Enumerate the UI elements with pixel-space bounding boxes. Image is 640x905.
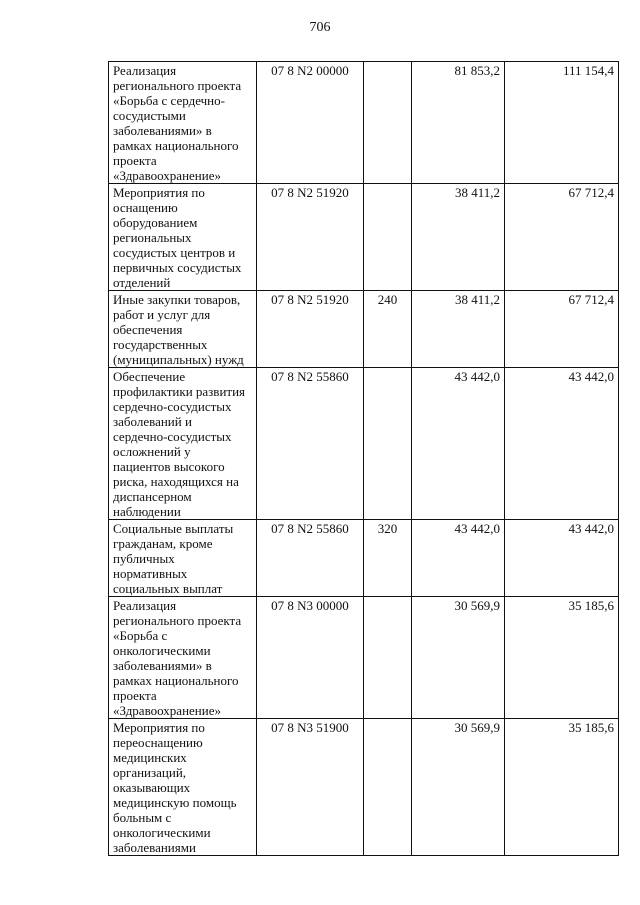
row-name-line: Социальные выплаты <box>113 521 234 536</box>
row-code-cell: 07 8 N2 00000 <box>257 62 364 184</box>
row-name-line: гражданам, кроме <box>113 536 213 551</box>
row-value-2020-cell: 30 569,9 <box>412 719 505 856</box>
row-name-line: оборудованием <box>113 215 198 230</box>
row-name-line: Реализация <box>113 63 177 78</box>
table-row <box>109 520 619 597</box>
row-value-2020-cell: 38 411,2 <box>412 184 505 291</box>
row-code-cell: 07 8 N2 51920 <box>257 291 364 368</box>
row-expense-type-cell <box>364 62 412 184</box>
row-name-line: нормативных <box>113 566 188 581</box>
row-name-line: «Здравоохранение» <box>113 168 221 183</box>
row-name-line: осложнений у <box>113 444 191 459</box>
table-row <box>109 597 619 719</box>
row-name-cell <box>109 719 257 856</box>
row-value-2021-cell: 35 185,6 <box>505 719 619 856</box>
row-expense-type-cell <box>364 719 412 856</box>
row-value-2020-cell: 43 442,0 <box>412 368 505 520</box>
row-name-line: обеспечения <box>113 322 183 337</box>
row-name-line: Мероприятия по <box>113 185 205 200</box>
budget-table <box>108 61 619 856</box>
row-name-line: сосудистыми <box>113 108 186 123</box>
row-name-line: оснащению <box>113 200 178 215</box>
row-name-line: Реализация <box>113 598 177 613</box>
row-name-cell <box>109 184 257 291</box>
table-row <box>109 62 619 184</box>
row-name-line: «Борьба с <box>113 628 168 643</box>
budget-table-body <box>109 62 619 856</box>
row-name-line: регионального проекта <box>113 78 242 93</box>
row-name-line: больным с <box>113 810 172 825</box>
row-code-cell: 07 8 N2 55860 <box>257 520 364 597</box>
row-name-line: социальных выплат <box>113 581 223 596</box>
row-value-2021-cell: 111 154,4 <box>505 62 619 184</box>
row-name-line: наблюдении <box>113 504 181 519</box>
row-value-2020-cell: 38 411,2 <box>412 291 505 368</box>
row-name-cell <box>109 368 257 520</box>
row-name-cell <box>109 291 257 368</box>
row-name-cell <box>109 520 257 597</box>
row-code-cell: 07 8 N3 51900 <box>257 719 364 856</box>
row-value-2021-cell: 43 442,0 <box>505 368 619 520</box>
row-value-2021-cell: 35 185,6 <box>505 597 619 719</box>
row-name-line: риска, находящихся на <box>113 474 239 489</box>
row-expense-type-cell <box>364 184 412 291</box>
row-name-line: рамках национального <box>113 138 239 153</box>
row-name-line: заболеваниями <box>113 840 196 855</box>
row-name-line: пациентов высокого <box>113 459 225 474</box>
row-value-2020-cell: 43 442,0 <box>412 520 505 597</box>
row-name-line: диспансерном <box>113 489 192 504</box>
row-value-2021-cell: 67 712,4 <box>505 291 619 368</box>
row-name-line: государственных <box>113 337 208 352</box>
row-name-line: «Борьба с сердечно- <box>113 93 225 108</box>
row-name-line: сосудистых центров и <box>113 245 236 260</box>
row-name-line: сердечно-сосудистых <box>113 429 232 444</box>
row-code-cell: 07 8 N3 00000 <box>257 597 364 719</box>
row-name-line: организаций, <box>113 765 187 780</box>
row-name-line: работ и услуг для <box>113 307 211 322</box>
row-name-line: Иные закупки товаров, <box>113 292 241 307</box>
row-name-line: онкологическими <box>113 643 211 658</box>
row-name-line: региональных <box>113 230 192 245</box>
row-name-line: регионального проекта <box>113 613 242 628</box>
row-code-cell: 07 8 N2 51920 <box>257 184 364 291</box>
row-value-2020-cell: 81 853,2 <box>412 62 505 184</box>
row-name-line: переоснащению <box>113 735 203 750</box>
row-name-line: медицинскую помощь <box>113 795 237 810</box>
row-name-line: «Здравоохранение» <box>113 703 221 718</box>
row-value-2021-cell: 67 712,4 <box>505 184 619 291</box>
row-expense-type-cell <box>364 368 412 520</box>
row-name-line: проекта <box>113 153 157 168</box>
row-name-line: заболеваний и <box>113 414 192 429</box>
row-name-line: заболеваниями» в <box>113 658 212 673</box>
row-name-line: публичных <box>113 551 175 566</box>
row-name-line: первичных сосудистых <box>113 260 242 275</box>
table-row <box>109 719 619 856</box>
row-name-line: оказывающих <box>113 780 191 795</box>
row-expense-type-cell: 240 <box>364 291 412 368</box>
row-name-line: медицинских <box>113 750 187 765</box>
row-name-cell <box>109 62 257 184</box>
row-code-cell: 07 8 N2 55860 <box>257 368 364 520</box>
row-expense-type-cell: 320 <box>364 520 412 597</box>
row-name-line: Обеспечение <box>113 369 186 384</box>
row-name-line: онкологическими <box>113 825 211 840</box>
table-row <box>109 291 619 368</box>
table-row <box>109 184 619 291</box>
row-name-line: проекта <box>113 688 157 703</box>
row-name-line: Мероприятия по <box>113 720 205 735</box>
row-name-line: (муниципальных) нужд <box>113 352 244 367</box>
row-expense-type-cell <box>364 597 412 719</box>
row-value-2021-cell: 43 442,0 <box>505 520 619 597</box>
row-value-2020-cell: 30 569,9 <box>412 597 505 719</box>
row-name-line: рамках национального <box>113 673 239 688</box>
row-name-cell <box>109 597 257 719</box>
table-row <box>109 368 619 520</box>
row-name-line: профилактики развития <box>113 384 246 399</box>
page-number: 706 <box>309 20 331 35</box>
row-name-line: сердечно-сосудистых <box>113 399 232 414</box>
row-name-line: заболеваниями» в <box>113 123 212 138</box>
row-name-line: отделений <box>113 275 171 290</box>
